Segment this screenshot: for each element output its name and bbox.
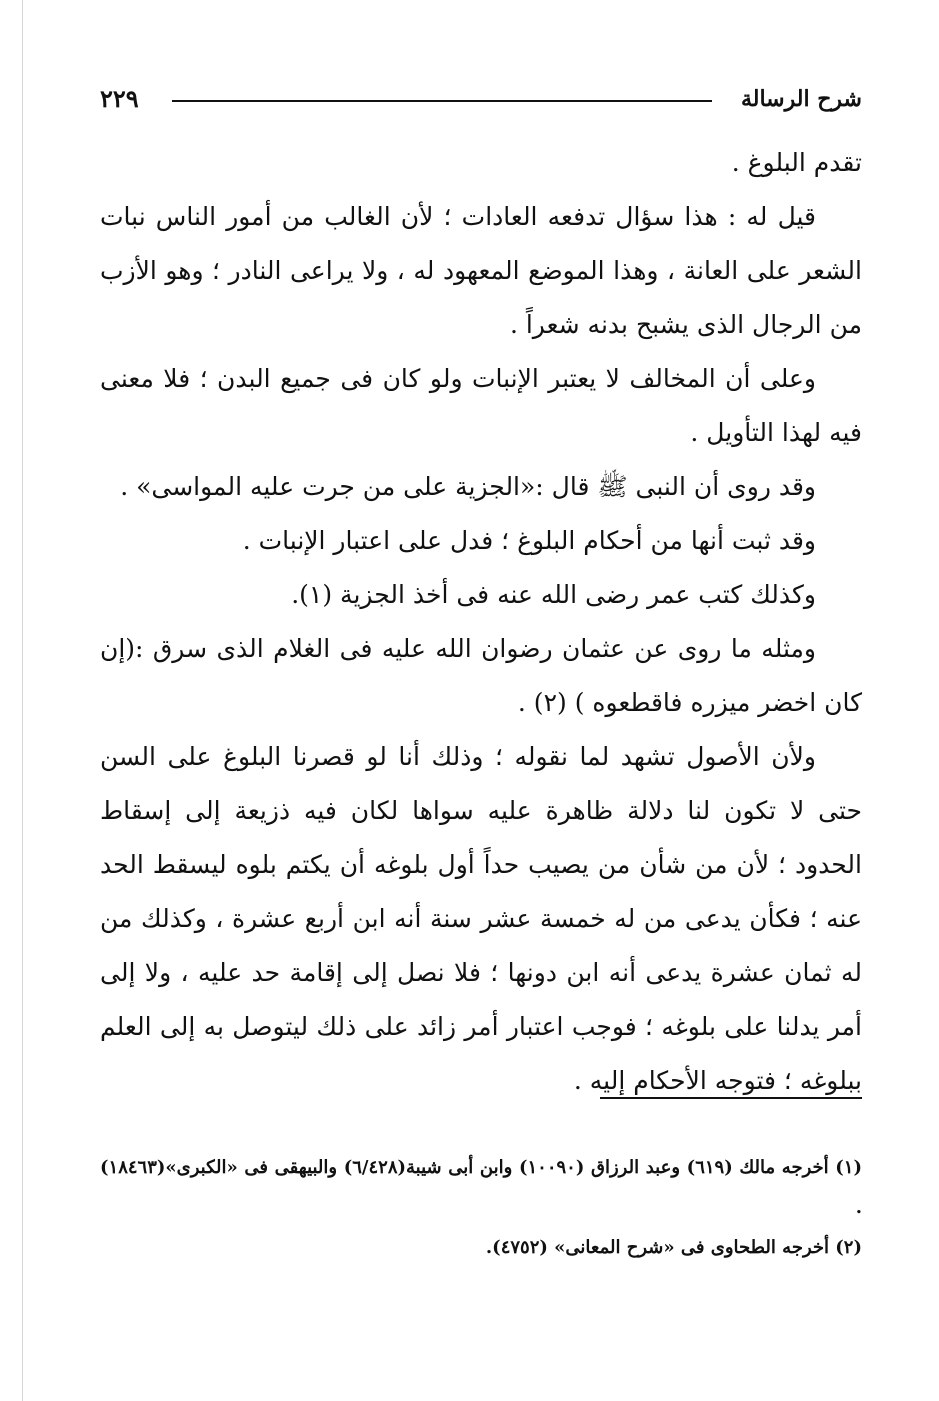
footnote-1: (١) أخرجه مالك (٦١٩) وعبد الرزاق (١٠٠٩٠) وابن أبى شيبة(٦/٤٢٨) والبيهقى فى «الكبرى»(١٨٤٦٣) . <box>100 1157 862 1218</box>
page-number: ٢٢٩ <box>100 84 139 113</box>
footnote-separator <box>600 1097 862 1099</box>
paragraph: تقدم البلوغ . <box>731 148 862 177</box>
running-header <box>100 82 862 116</box>
paragraph: وقد روى أن النبى ﷺ قال :«الجزية على من جرت عليه المواسى» . <box>120 472 816 501</box>
footnote-2: (٢) أخرجه الطحاوى فى «شرح المعانى» (٤٧٥٢). <box>485 1237 862 1258</box>
paragraph: ولأن الأصول تشهد لما نقوله ؛ وذلك أنا لو قصرنا البلوغ على السن حتى لا تكون لنا دلالة ظاهرة عليه سواها لكان فيه ذزيعة إلى إسقاط الحدود ؛ لأن من شأن من يصيب حداً أول بلوغه أن يكتم بلوه ليسقط الحد عنه ؛ فكأن يدعى من له خمسة عشر سنة أنه ابن أربع عشرة ، وكذلك من له ثمان عشرة يدعى أنه ابن دونها ؛ فلا نصل إلى إقامة حد عليه ، ولا إلى أمر يدلنا على بلوغه ؛ فوجب اعتبار أمر زائد على ذلك ليتوصل به إلى العلم ببلوغه ؛ فتوجه الأحكام إليه . <box>100 742 862 1095</box>
paragraph: قيل له : هذا سؤال تدفعه العادات ؛ لأن الغالب من أمور الناس نبات الشعر على العانة ، وهذا الموضع المعهود له ، ولا يراعى النادر ؛ وهو الأزب من الرجال الذى يشبح بدنه شعراً . <box>100 202 862 339</box>
main-text <box>100 136 862 1108</box>
scan-margin-line <box>22 0 23 1401</box>
paragraph: وكذلك كتب عمر رضى الله عنه فى أخذ الجزية (١). <box>291 580 816 609</box>
header-rule <box>172 100 712 102</box>
paragraph: وعلى أن المخالف لا يعتبر الإنبات ولو كان فى جميع البدن ؛ فلا معنى فيه لهذا التأويل . <box>100 364 862 447</box>
header-title: شرح الرسالة <box>740 86 862 112</box>
footnotes <box>100 1148 862 1268</box>
paragraph: ومثله ما روى عن عثمان رضوان الله عليه فى الغلام الذى سرق :(إن كان اخضر ميزره فاقطعوه ) (٢) . <box>100 634 862 717</box>
paragraph: وقد ثبت أنها من أحكام البلوغ ؛ فدل على اعتبار الإنبات . <box>242 526 816 555</box>
